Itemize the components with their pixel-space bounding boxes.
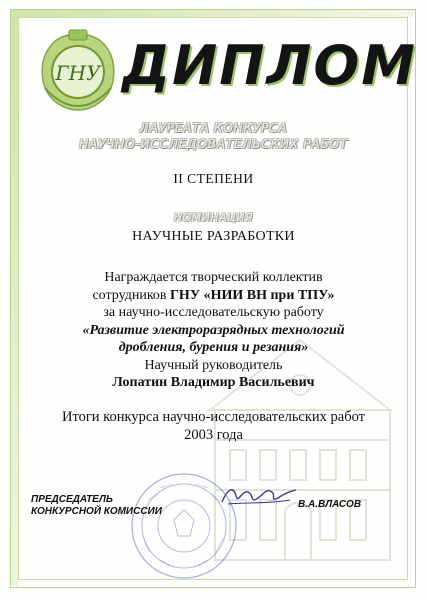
laureate-line-2: НАУЧНО-ИССЛЕДОВАТЕЛЬСКИХ РАБОТ (79, 136, 348, 151)
award-line-1: Награждается творческий коллектив (104, 270, 323, 285)
diploma-title: ДИПЛОМ (122, 34, 417, 97)
supervisor-name: Лопатин Владимир Васильевич (112, 375, 315, 390)
award-text (40, 269, 387, 392)
handwritten-signature-icon (218, 482, 300, 510)
supervisor-label: Научный руководитель (144, 357, 283, 373)
svg-text:ГНУ: ГНУ (55, 61, 101, 85)
chairman-line-2: КОНКУРСНОЙ КОМИССИИ (31, 506, 162, 517)
contest-results (40, 408, 387, 444)
award-line-2 (40, 287, 387, 305)
award-line-3: за научно-исследовательскую работу (103, 305, 324, 320)
gnu-logo-icon (33, 26, 123, 116)
organization-name: ГНУ «НИИ ВН при ТПУ» (170, 287, 335, 303)
laureate-line-1: ЛАУРЕАТА КОНКУРСА (139, 120, 288, 135)
award-line-2-prefix: сотрудников (92, 287, 171, 303)
nomination-value: НАУЧНЫЕ РАЗРАБОТКИ (132, 229, 295, 244)
chairman-line-1: ПРЕДСЕДАТЕЛЬ (31, 494, 113, 505)
work-title-line-2: дробления, бурения и резания» (118, 340, 309, 355)
degree-label: II СТЕПЕНИ (173, 171, 254, 186)
chairman-title (31, 494, 162, 518)
results-line-1: Итоги конкурса научно-исследовательских работ (61, 409, 366, 425)
nomination-label: НОМИНАЦИЯ (173, 211, 254, 224)
signer-name: В.А.ВЛАСОВ (298, 499, 362, 510)
work-title-line-1: «Развитие электроразрядных технологий (82, 322, 345, 338)
laureate-heading (40, 120, 387, 152)
results-line-2: 2003 года (184, 427, 243, 443)
